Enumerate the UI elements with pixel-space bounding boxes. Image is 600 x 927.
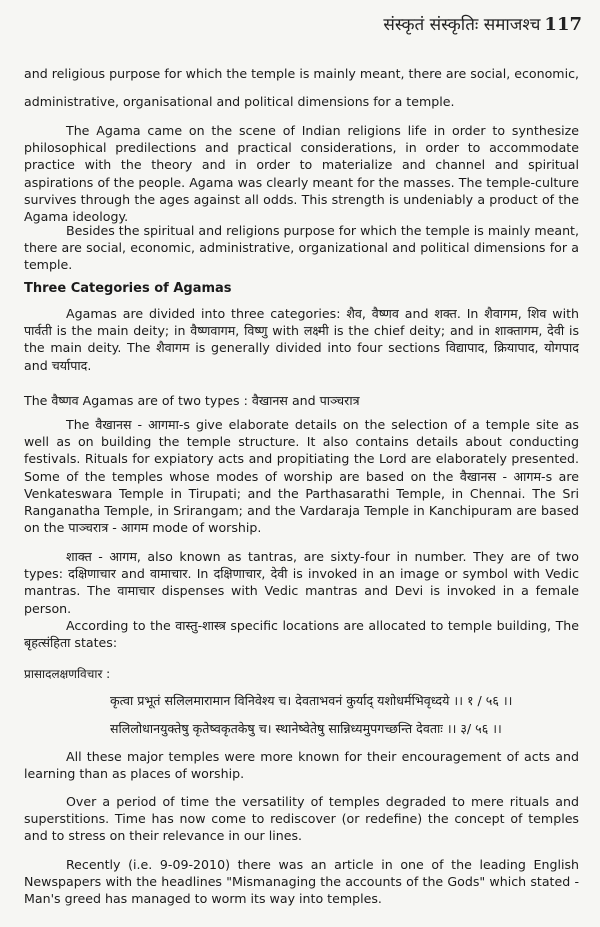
- page-number: 117: [544, 14, 582, 35]
- paragraph-9: प्रासादलक्षणविचार :: [24, 667, 111, 681]
- running-header: [383, 12, 582, 35]
- paragraph-4: Agamas are divided into three categories: शैव, वैष्णव and शक्त. In शैवागम, शिव with पार्वती is the main deity; in वैष्णवागम, विष्णु with लक्ष्मी is the chief deity; and in शाक्तागम, देवी is the main deity. The शैवागम is generally divided into four sections विद्यापाद, क्रियापाद, योगपाद and चर्यापाद.: [24, 306, 579, 373]
- paragraph-8: According to the वास्तु-शास्त्र specific locations are allocated to temple building, The बृहत्संहिता states:: [24, 618, 579, 651]
- paragraph-2: The Agama came on the scene of Indian religions life in order to synthesize philosophical predilections and practical considerations, in order to accommodate practice with the theory and in order to materialize and channel and spiritual aspirations of the people. Agama was clearly meant for the masses. The temple-culture survives through the ages against all odds. This strength is undeniably a product of the Agama ideology.: [24, 123, 579, 225]
- section-heading: Three Categories of Agamas: [24, 281, 232, 296]
- running-title: संस्कृतं संस्कृतिः समाजश्च: [383, 15, 541, 35]
- paragraph-10: All these major temples were more known for their encouragement of acts and learning than as places of worship.: [24, 749, 579, 782]
- paragraph-5: The वैष्णव Agamas are of two types : वैखानस and पाञ्चरात्र: [24, 393, 360, 408]
- paragraph-12: Recently (i.e. 9-09-2010) there was an article in one of the leading English Newspapers with the headlines "Mismanaging the accounts of the Gods" which stated - Man's greed has managed to worm its way into temples.: [24, 857, 579, 907]
- verse-2: सलिलोधानयुक्तेषु कृतेष्वकृतकेषु च। स्थानेष्वेतेषु सान्निध्यमुपगच्छन्ति देवताः ।। ३/ ५६ ।।: [110, 721, 502, 736]
- paragraph-3: Besides the spiritual and religions purpose for which the temple is mainly meant, there are social, economic, administrative, organizational and political dimensions for a temple.: [24, 223, 579, 273]
- paragraph-1: and religious purpose for which the temple is mainly meant, there are social, economic, administrative, organisational and political dimensions for a temple.: [24, 66, 579, 109]
- paragraph-7: शाक्त - आगम, also known as tantras, are sixty-four in number. They are of two types: दक्षिणाचार and वामाचार. In दक्षिणाचार, देवी is invoked in an image or symbol with Vedic mantras. The वामाचार dispenses with Vedic mantras and Devi is invoked in a female person.: [24, 549, 579, 616]
- paragraph-11: Over a period of time the versatility of temples degraded to mere rituals and superstitions. Time has now come to rediscover (or redefine) the concept of temples and to stress on their relevance in our lines.: [24, 794, 579, 844]
- paragraph-6: The वैखानस - आगमा-s give elaborate details on the selection of a temple site as well as on building the temple structure. It also contains details about conducting festivals. Rituals for expiatory acts and propitiating the Lord are elaborately presented. Some of the temples whose modes of worship are based on the वैखानस - आगम-s are Venkateswara Temple in Tirupati; and the Parthasarathi Temple, in Chennai. The Sri Ranganatha Temple, in Srirangam; and the Vardaraja Temple in Kanchipuram are based on the पाञ्चरात्र - आगम mode of worship.: [24, 417, 579, 536]
- verse-1: कृत्वा प्रभूतं सलिलमारामान विनिवेश्य च। देवताभवनं कुर्याद् यशोधर्मभिवृध्दये ।। १ / ५६ ।।: [110, 693, 513, 708]
